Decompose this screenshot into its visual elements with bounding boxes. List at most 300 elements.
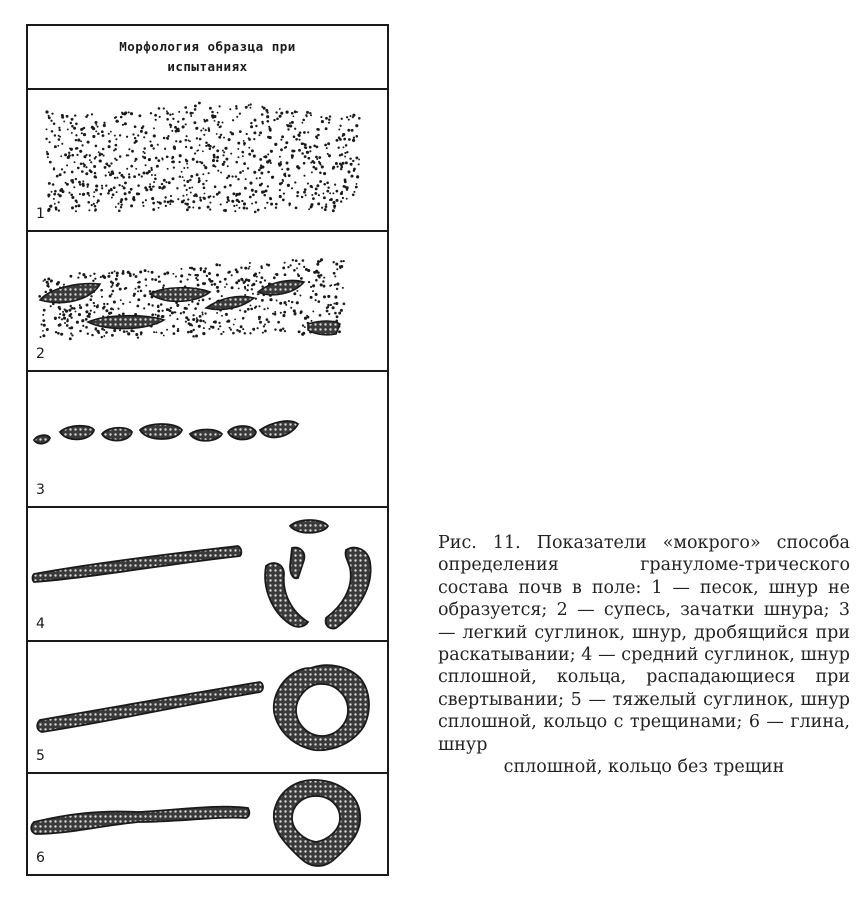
stipple-dot (246, 207, 248, 209)
stipple-dot (83, 133, 86, 136)
stipple-dot (234, 318, 236, 320)
stipple-dot (239, 171, 242, 174)
stipple-dot (155, 119, 157, 121)
stipple-dot (266, 115, 269, 118)
stipple-dot (249, 182, 252, 185)
stipple-dot (203, 187, 206, 190)
stipple-dot (298, 263, 300, 265)
stipple-dot (207, 206, 210, 209)
stipple-dot (133, 330, 135, 332)
stipple-dot (82, 193, 85, 196)
stipple-dot (247, 167, 249, 169)
stipple-dot (205, 129, 207, 131)
stipple-dot (264, 324, 266, 326)
stipple-dot (240, 325, 243, 328)
stipple-dot (315, 293, 318, 296)
stipple-dot (299, 294, 301, 296)
stipple-dot (95, 124, 97, 126)
stipple-dot (56, 282, 59, 285)
stipple-dot (222, 331, 224, 333)
stipple-dot (120, 203, 122, 205)
stipple-dot (85, 310, 88, 313)
stipple-dot (308, 281, 310, 283)
stipple-dot (136, 305, 139, 308)
stipple-dot (101, 336, 103, 338)
stipple-dot (93, 302, 95, 304)
stipple-dot (287, 184, 290, 187)
stipple-dot (147, 271, 149, 273)
stipple-dot (78, 272, 80, 274)
stipple-dot (251, 189, 254, 192)
stipple-dot (153, 186, 155, 188)
stipple-dot (192, 314, 194, 316)
stipple-dot (154, 178, 157, 181)
stipple-dot (336, 268, 338, 270)
stipple-dot (176, 318, 178, 320)
stipple-dot (96, 305, 99, 308)
stipple-dot (192, 318, 195, 321)
stipple-dot (190, 175, 193, 178)
stipple-dot (80, 140, 82, 142)
stipple-dot (237, 178, 239, 180)
stipple-dot (57, 145, 59, 147)
stipple-dot (255, 280, 257, 282)
stipple-dot (266, 111, 268, 113)
stipple-dot (82, 183, 85, 186)
stipple-dot (305, 146, 308, 149)
stipple-dot (227, 165, 229, 167)
stipple-dot (296, 290, 298, 292)
stipple-dot (202, 183, 205, 186)
stipple-dot (71, 334, 73, 336)
stipple-dot (153, 134, 156, 137)
stipple-dot (116, 274, 119, 277)
stipple-dot (64, 322, 66, 324)
stipple-dot (157, 305, 160, 308)
row-number: 2 (36, 346, 45, 362)
stipple-dot (91, 113, 93, 115)
stipple-dot (327, 295, 330, 298)
stipple-dot (198, 207, 201, 210)
stipple-dot (169, 114, 171, 116)
stipple-dot (128, 191, 131, 194)
stipple-dot (218, 322, 220, 324)
stipple-dot (303, 191, 306, 194)
clay-illustration (28, 774, 387, 874)
stipple-dot (332, 192, 334, 194)
stipple-dot (274, 328, 276, 330)
stipple-dot (98, 332, 100, 334)
stipple-dot (81, 132, 83, 134)
stipple-dot (319, 172, 322, 175)
stipple-dot (209, 208, 211, 210)
stipple-dot (81, 170, 84, 173)
stipple-dot (298, 139, 300, 141)
stipple-dot (272, 313, 274, 315)
stipple-dot (250, 304, 252, 306)
stipple-dot (262, 122, 264, 124)
stipple-dot (202, 299, 205, 302)
stipple-dot (45, 110, 48, 113)
row-number: 1 (36, 206, 45, 222)
stipple-dot (176, 304, 179, 307)
stipple-dot (310, 286, 312, 288)
stipple-dot (253, 155, 256, 158)
stipple-dot (114, 270, 116, 272)
stipple-dot (68, 192, 70, 194)
stipple-dot (113, 300, 116, 303)
stipple-dot (126, 154, 128, 156)
stipple-dot (216, 193, 219, 196)
table-row-4 (28, 506, 387, 640)
stipple-dot (57, 332, 60, 335)
stipple-dot (325, 203, 327, 205)
stipple-dot (340, 200, 342, 202)
stipple-dot (290, 307, 292, 309)
stipple-dot (301, 152, 304, 155)
stipple-dot (335, 199, 338, 202)
stipple-dot (103, 305, 106, 308)
stipple-dot (190, 112, 193, 115)
stipple-dot (185, 139, 188, 142)
stipple-dot (209, 148, 212, 151)
header-text: Морфология образца при испытаниях (119, 39, 296, 74)
stipple-dot (269, 298, 272, 301)
stipple-dot (202, 150, 204, 152)
stipple-dot (103, 335, 105, 337)
stipple-dot (334, 184, 336, 186)
stipple-dot (328, 118, 331, 121)
stipple-dot (175, 276, 177, 278)
stipple-dot (283, 301, 286, 304)
stipple-dot (177, 328, 179, 330)
stipple-dot (259, 183, 262, 186)
stipple-dot (55, 331, 57, 333)
stipple-dot (121, 112, 123, 114)
stipple-dot (283, 193, 285, 195)
stipple-dot (81, 319, 84, 322)
stipple-dot (120, 200, 123, 203)
stipple-dot (103, 122, 105, 124)
stipple-dot (114, 177, 116, 179)
stipple-dot (274, 311, 276, 313)
stipple-dot (280, 139, 282, 141)
stipple-dot (247, 267, 249, 269)
stipple-dot (192, 200, 195, 203)
stipple-dot (97, 133, 100, 136)
stipple-dot (329, 192, 331, 194)
stipple-dot (50, 305, 52, 307)
stipple-dot (255, 125, 257, 127)
stipple-dot (47, 209, 50, 212)
stipple-dot (302, 259, 305, 262)
caption-text: Рис. 11. Показатели «мокрого» способа определения грануломе-трического состава почв в поле: 1 — песок, шнур не образуется; 2 — супесь, зачатки шнура; 3 — легкий суглинок, шнур, дробящийся при раскатывании; 4 — средний суглинок, шнур сплошной, кольца, распадающиеся при свертывании; 5 — тяжелый суглинок, шнур сплошной, кольцо с трещинами; 6 — глина, шнур (438, 533, 850, 755)
stipple-dot (216, 273, 219, 276)
stipple-dot (195, 127, 198, 130)
stipple-dot (235, 105, 237, 107)
stipple-dot (200, 130, 202, 132)
stipple-dot (73, 127, 76, 130)
stipple-dot (196, 150, 198, 152)
stipple-dot (236, 204, 238, 206)
stipple-dot (156, 165, 159, 168)
stipple-dot (95, 130, 97, 132)
stipple-dot (149, 183, 151, 185)
stipple-dot (244, 280, 246, 282)
stipple-dot (88, 209, 90, 211)
stipple-dot (69, 337, 72, 340)
stipple-dot (322, 280, 324, 282)
stipple-dot (277, 321, 280, 324)
stipple-dot (116, 272, 119, 275)
stipple-dot (297, 274, 300, 277)
stipple-dot (236, 270, 239, 273)
stipple-dot (87, 186, 89, 188)
stipple-dot (155, 157, 158, 160)
stipple-dot (76, 321, 79, 324)
stipple-dot (142, 151, 144, 153)
stipple-dot (311, 194, 313, 196)
stipple-dot (101, 130, 104, 133)
stipple-dot (319, 314, 322, 317)
stipple-dot (64, 153, 67, 156)
stipple-dot (197, 284, 200, 287)
stipple-dot (315, 270, 318, 273)
stipple-dot (229, 184, 232, 187)
stipple-dot (307, 183, 309, 185)
stipple-dot (244, 267, 247, 270)
stipple-dot (344, 152, 346, 154)
stipple-dot (266, 120, 269, 123)
stipple-dot (288, 300, 290, 302)
stipple-dot (60, 333, 63, 336)
stipple-dot (180, 274, 183, 277)
stipple-dot (119, 288, 122, 291)
stipple-dot (199, 319, 202, 322)
stipple-dot (230, 153, 232, 155)
stipple-dot (274, 313, 277, 316)
stipple-dot (111, 282, 114, 285)
stipple-dot (202, 128, 204, 130)
stipple-dot (93, 273, 95, 275)
stipple-dot (182, 195, 184, 197)
stipple-dot (315, 299, 317, 301)
stipple-dot (58, 135, 60, 137)
stipple-dot (108, 189, 111, 192)
stipple-dot (324, 208, 327, 211)
stipple-dot (328, 154, 331, 157)
stipple-dot (97, 126, 99, 128)
stipple-dot (111, 334, 114, 337)
stipple-dot (66, 324, 69, 327)
stipple-dot (190, 115, 192, 117)
stipple-dot (208, 196, 211, 199)
stipple-dot (322, 192, 324, 194)
stipple-dot (294, 181, 296, 183)
stipple-dot (353, 168, 355, 170)
stipple-dot (237, 142, 240, 145)
stipple-dot (336, 288, 338, 290)
stipple-dot (339, 125, 341, 127)
stipple-dot (185, 321, 187, 323)
stipple-dot (251, 203, 253, 205)
stipple-dot (264, 279, 266, 281)
stipple-dot (142, 156, 144, 158)
stipple-dot (157, 159, 160, 162)
stipple-dot (280, 161, 282, 163)
stipple-dot (137, 298, 140, 301)
stipple-dot (101, 153, 103, 155)
stipple-dot (71, 132, 73, 134)
stipple-dot (187, 318, 190, 321)
stipple-dot (154, 278, 157, 281)
stipple-dot (338, 129, 340, 131)
stipple-dot (129, 301, 131, 303)
stipple-dot (173, 166, 175, 168)
stipple-dot (205, 145, 207, 147)
stipple-dot (225, 313, 228, 316)
stipple-dot (105, 331, 108, 334)
stipple-dot (216, 290, 219, 293)
stipple-dot (90, 161, 92, 163)
stipple-dot (270, 150, 273, 153)
stipple-dot (104, 166, 107, 169)
stipple-dot (115, 116, 117, 118)
stipple-dot (303, 131, 306, 134)
stipple-dot (332, 166, 335, 169)
stipple-dot (118, 184, 120, 186)
stipple-dot (259, 321, 262, 324)
stipple-dot (223, 151, 225, 153)
stipple-dot (259, 166, 262, 169)
stipple-dot (203, 134, 205, 136)
stipple-dot (139, 270, 142, 273)
stipple-dot (231, 175, 233, 177)
stipple-dot (54, 134, 56, 136)
heavy-loam-illustration (28, 642, 387, 772)
stipple-dot (122, 312, 125, 315)
stipple-dot (250, 308, 253, 311)
stipple-dot (123, 187, 126, 190)
stipple-dot (258, 134, 260, 136)
stipple-dot (244, 286, 246, 288)
stipple-dot (111, 272, 114, 275)
stipple-dot (258, 305, 260, 307)
stipple-dot (217, 170, 219, 172)
stipple-dot (266, 263, 268, 265)
stipple-dot (107, 275, 110, 278)
stipple-dot (202, 320, 204, 322)
stipple-dot (167, 138, 169, 140)
stipple-dot (327, 304, 330, 307)
stipple-dot (317, 134, 320, 137)
stipple-dot (77, 167, 80, 170)
stipple-dot (293, 135, 296, 138)
stipple-dot (275, 207, 277, 209)
stipple-dot (202, 332, 204, 334)
stipple-dot (103, 329, 105, 331)
stipple-dot (214, 185, 217, 188)
stipple-dot (124, 181, 127, 184)
stipple-dot (159, 202, 162, 205)
stipple-dot (79, 304, 81, 306)
stipple-dot (220, 134, 222, 136)
stipple-dot (336, 315, 339, 318)
stipple-dot (209, 107, 212, 110)
stipple-dot (353, 191, 355, 193)
stipple-dot (304, 317, 307, 320)
stipple-dot (144, 269, 147, 272)
stipple-dot (346, 151, 348, 153)
stipple-dot (201, 312, 203, 314)
stipple-dot (89, 298, 92, 301)
stipple-dot (50, 280, 52, 282)
stipple-dot (62, 311, 64, 313)
stipple-dot (263, 107, 266, 110)
stipple-dot (266, 318, 269, 321)
stipple-dot (42, 334, 45, 337)
stipple-dot (178, 161, 180, 163)
stipple-dot (302, 143, 304, 145)
stipple-dot (150, 188, 153, 191)
stipple-dot (279, 195, 281, 197)
table-row-2 (28, 230, 387, 370)
stipple-dot (161, 183, 163, 185)
stipple-dot (291, 121, 294, 124)
stipple-dot (326, 307, 328, 309)
stipple-dot (251, 149, 254, 152)
stipple-dot (344, 180, 347, 183)
stipple-dot (222, 154, 224, 156)
stipple-dot (110, 312, 113, 315)
stipple-dot (82, 325, 84, 327)
stipple-dot (140, 290, 143, 293)
stipple-dot (166, 155, 169, 158)
stipple-dot (205, 142, 208, 145)
stipple-dot (157, 201, 159, 203)
stipple-dot (234, 210, 236, 212)
stipple-dot (172, 156, 175, 159)
stipple-dot (213, 196, 215, 198)
stipple-dot (242, 328, 244, 330)
stipple-dot (205, 180, 207, 182)
stipple-dot (209, 202, 211, 204)
stipple-dot (114, 135, 116, 137)
stipple-dot (279, 182, 282, 185)
stipple-dot (94, 205, 97, 208)
stipple-dot (117, 283, 120, 286)
stipple-dot (190, 192, 192, 194)
stipple-dot (99, 159, 102, 162)
stipple-dot (159, 116, 161, 118)
stipple-dot (71, 154, 74, 157)
stipple-dot (85, 172, 88, 175)
stipple-dot (91, 126, 94, 129)
stipple-dot (262, 332, 264, 334)
stipple-dot (250, 103, 252, 105)
stipple-dot (108, 272, 110, 274)
stipple-dot (141, 175, 143, 177)
stipple-dot (263, 325, 265, 327)
stipple-dot (224, 186, 227, 189)
stipple-dot (216, 312, 218, 314)
stipple-dot (335, 263, 338, 266)
stipple-dot (260, 172, 263, 175)
stipple-dot (257, 209, 260, 212)
stipple-dot (182, 176, 184, 178)
stipple-dot (151, 271, 154, 274)
stipple-dot (252, 193, 255, 196)
